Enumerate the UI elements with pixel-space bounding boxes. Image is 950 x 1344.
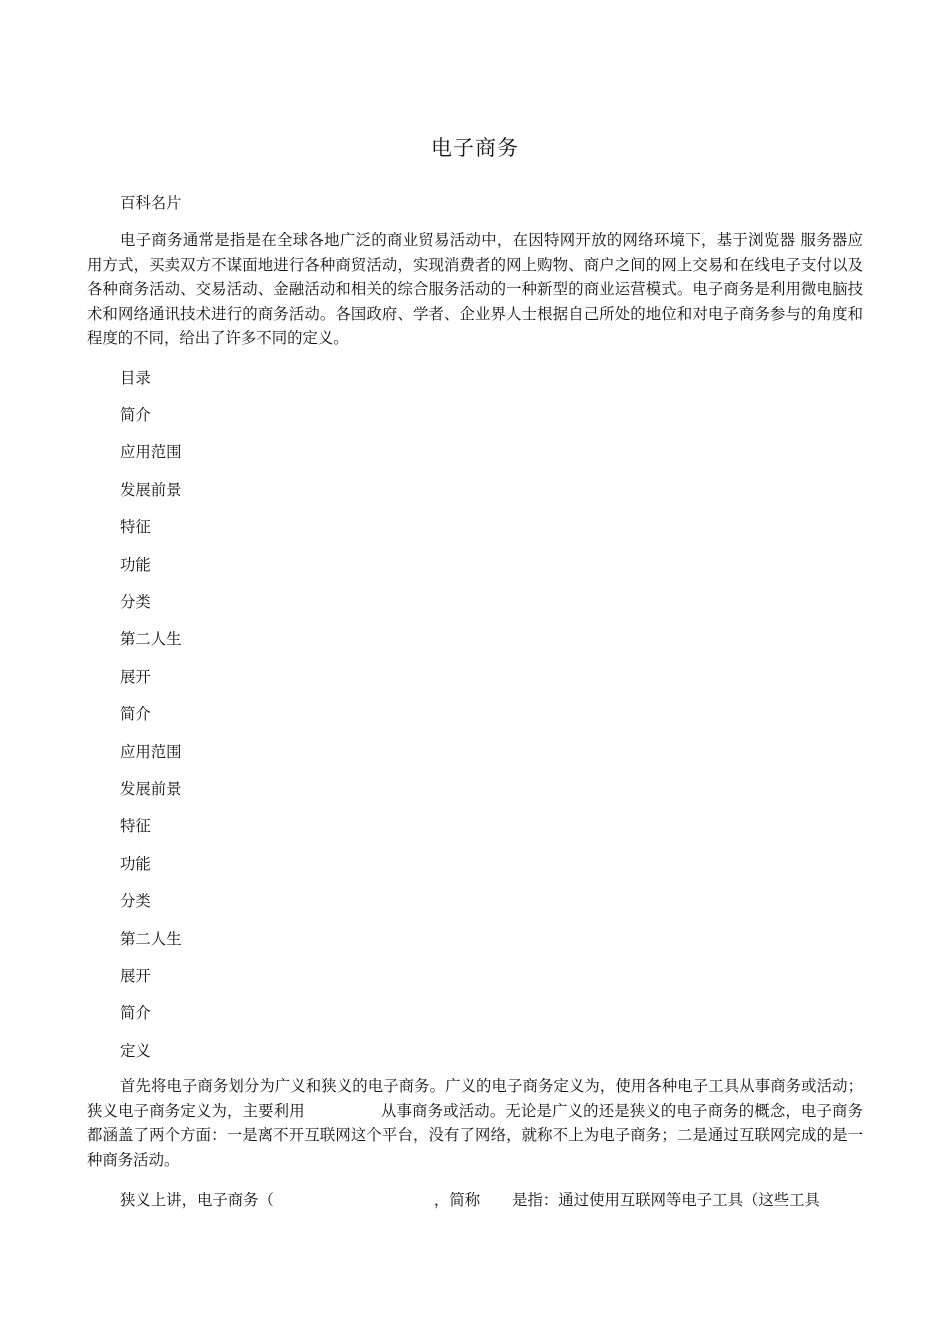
toc-item[interactable]: 展开 [120,967,151,985]
toc-item[interactable]: 应用范围 [120,742,182,761]
toc-item[interactable]: 应用范围 [120,443,182,462]
definition-paragraph [87,1074,863,1172]
toc-item[interactable]: 功能 [120,854,151,873]
toc-item[interactable]: 功能 [120,555,151,574]
toc-item[interactable]: 特征 [120,817,151,836]
toc-item[interactable]: 特征 [120,518,151,537]
card-label: 百科名片 [120,194,182,212]
toc-item[interactable]: 简介 [120,1004,151,1023]
toc-item[interactable]: 发展前景 [120,480,182,499]
definition-text-part1: 首先将电子商务划分为广义和狭义的电子商务。广义的电子商务定义为，使用各种电子工具从事商务或活动；狭义电子商务定义为，主要利用 [87,1077,863,1120]
definition-text-part2: 从事商务或活动。无论是广义的还是狭义的电子商务的概念，电子商务都涵盖了两个方面：一是离不开互联网这个平台，没有了网络，就称不上为电子商务；二是通过互联网完成的是一种商务活动。 [87,1101,863,1169]
toc-item[interactable]: 简介 [120,406,151,424]
toc-item[interactable]: 展开 [120,667,151,686]
toc-item[interactable]: 第二人生 [120,929,182,948]
toc-item[interactable]: 分类 [120,892,151,911]
intro-paragraph: 电子商务通常是指是在全球各地广泛的商业贸易活动中，在因特网开放的网络环境下，基于浏览器 服务器应用方式，买卖双方不谋面地进行各种商贸活动，实现消费者的网上购物、商户之间的网上交易和在线电子支付以及各种商务活动、交易活动、金融活动和相关的综合服务活动的一种新型的商业运营模式。电子商务是利用微电脑技术和网络通讯技术进行的商务活动。各国政府、学者、企业界人士根据自己所处的地位和对电子商务参与的角度和程度的不同，给出了许多不同的定义。 [87,231,863,348]
toc-item[interactable]: 分类 [120,593,151,611]
toc-label: 目录 [120,369,151,387]
narrow-definition-paragraph [87,1188,863,1213]
toc-item[interactable]: 第二人生 [120,630,182,649]
toc-item[interactable]: 定义 [120,1041,151,1060]
narrow-text-part2: ，简称 [433,1191,481,1209]
toc-item[interactable]: 简介 [120,705,151,724]
toc-item[interactable]: 发展前景 [120,780,182,798]
narrow-text-part3: 是指：通过使用互联网等电子工具（这些工具 [512,1191,820,1209]
document-title: 电子商务 [431,136,519,160]
narrow-text-part1: 狭义上讲，电子商务（ [120,1191,274,1209]
